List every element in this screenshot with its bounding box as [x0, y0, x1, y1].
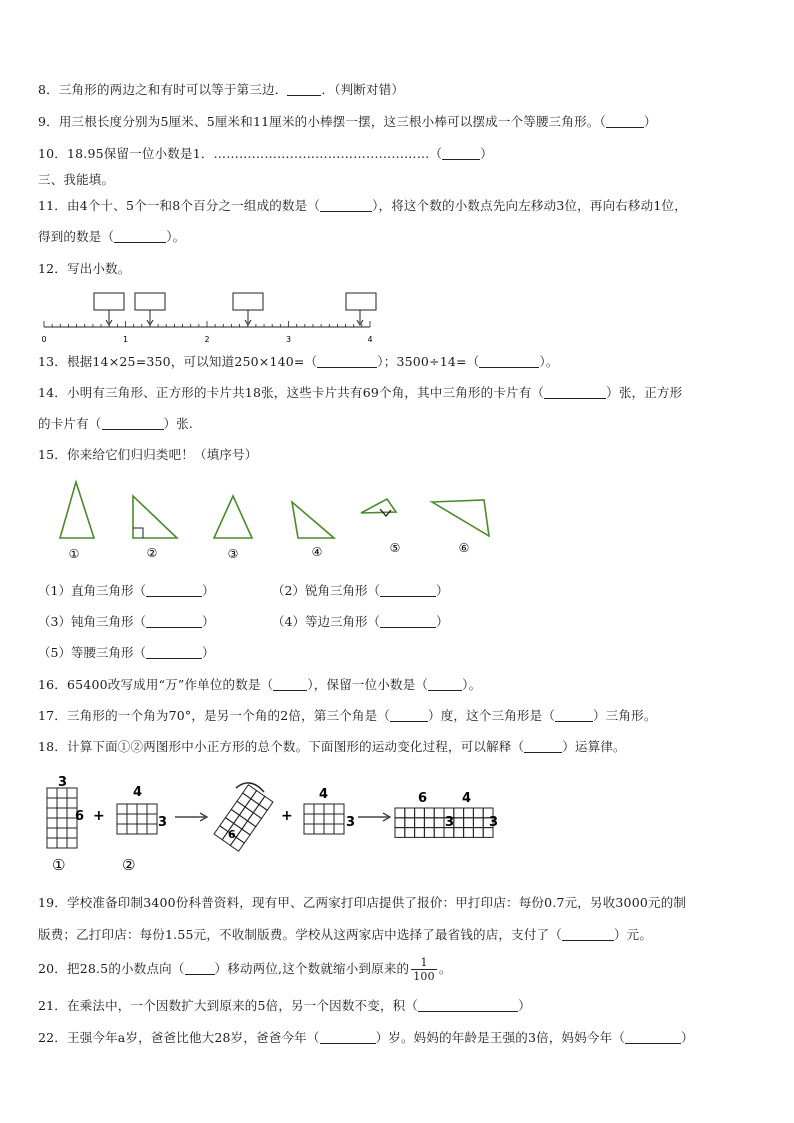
- grid-cell: [47, 798, 57, 808]
- grid-cell: [473, 808, 483, 818]
- answer-blank[interactable]: [544, 386, 606, 399]
- answer-blank[interactable]: [114, 230, 166, 243]
- grid-cell: [47, 788, 57, 798]
- classify-acute: （2）锐角三角形（ ）: [272, 583, 449, 598]
- grid-cell: [67, 838, 77, 848]
- label-6: 6: [75, 809, 85, 824]
- answer-blank[interactable]: [102, 417, 164, 430]
- combined-grid: [395, 808, 493, 837]
- grid-cell: [253, 805, 267, 819]
- grid-cell: [434, 828, 444, 838]
- answer-blank[interactable]: [146, 615, 202, 628]
- answer-blank[interactable]: [390, 709, 428, 722]
- grid-cell: [57, 808, 67, 818]
- grid-figure: [38, 768, 508, 878]
- answer-blank[interactable]: [418, 999, 518, 1012]
- tick-label: 4: [367, 335, 373, 344]
- question-16: 16．65400改写成用“万”作单位的数是（ ），保留一位小数是（ ）。: [38, 677, 482, 692]
- question-13: 13．根据14×25=350，可以知道250×140=（ ）；3500÷14=（ ）。: [38, 354, 559, 369]
- grid-cell: [137, 804, 147, 814]
- label-3: 3: [158, 815, 168, 830]
- grid-cell: [245, 799, 259, 813]
- question-14: 14．小明有三角形、正方形的卡片共18张，这些卡片共有69个角，其中三角形的卡片有（ ）张，正方形: [38, 385, 683, 400]
- answer-blank[interactable]: [317, 355, 377, 368]
- grid-cell: [127, 814, 137, 824]
- answer-blank[interactable]: [380, 615, 436, 628]
- label-3: 3: [58, 775, 68, 790]
- question-19-cont: 版费；乙打印店：每份1.55元，不收制版费。学校从这两家店中选择了最省钱的店，支付了（ ）元。: [38, 927, 653, 942]
- grid-cell: [405, 818, 415, 828]
- question-22: 22．王强今年a岁，爸爸比他大28岁，爸爸今年（ ）岁。妈妈的年龄是王强的3倍，妈妈今年（ ）: [38, 1030, 694, 1045]
- label-6: 6: [228, 828, 236, 841]
- grid-cell: [57, 818, 67, 828]
- grid-cell: [454, 808, 464, 818]
- question-18: 18．计算下面①②两图形中小正方形的总个数。下面图形的运动变化过程，可以解释（ ）运算律。: [38, 739, 626, 754]
- question-17: 17．三角形的一个角为70°，是另一个角的2倍，第三个角是（ ）度，这个三角形是（ ）三角形。: [38, 708, 657, 723]
- question-12: 12．写出小数。: [38, 261, 131, 276]
- triangle-1: [60, 482, 94, 538]
- grid-cell: [324, 804, 334, 814]
- grid-cell: [405, 828, 415, 838]
- answer-blank[interactable]: [380, 584, 436, 597]
- grid-cell: [304, 804, 314, 814]
- plus-sign: +: [281, 808, 293, 824]
- grid-cell: [239, 807, 253, 821]
- answer-blank[interactable]: [428, 678, 462, 691]
- grid-cell: [236, 829, 250, 843]
- grid-cell: [464, 828, 474, 838]
- question-19: 19．学校准备印制3400份科普资料，现有甲、乙两家打印店提供了报价：甲打印店：每份0.7元，另收3000元的制: [38, 895, 687, 910]
- grid-cell: [304, 814, 314, 824]
- label-3: 3: [445, 815, 455, 830]
- label-4: 4: [133, 785, 143, 800]
- label-4: 4: [462, 791, 472, 806]
- section-title: 三、我能填。: [38, 172, 115, 187]
- grid-cell: [415, 808, 425, 818]
- grid-cell: [464, 818, 474, 828]
- grid-cell: [324, 824, 334, 834]
- grid-cell: [47, 828, 57, 838]
- grid-cell: [424, 808, 434, 818]
- answer-blank[interactable]: [606, 115, 644, 128]
- grid-cell: [424, 828, 434, 838]
- grid-cell: [47, 818, 57, 828]
- answer-blank[interactable]: [146, 584, 202, 597]
- grid-cell: [242, 821, 256, 835]
- label-6: 6: [418, 791, 428, 806]
- answer-blank[interactable]: [625, 1031, 681, 1044]
- grid-cell: [57, 798, 67, 808]
- grid-cell: [251, 791, 265, 805]
- label-3: ③: [227, 547, 239, 561]
- grid-cell: [464, 808, 474, 818]
- grid-cell: [137, 814, 147, 824]
- grid-cell: [137, 824, 147, 834]
- question-11-cont: 得到的数是（ ）。: [38, 229, 186, 244]
- label-1: ①: [68, 547, 80, 561]
- grid-cell: [47, 808, 57, 818]
- figure-label-1: ①: [52, 856, 66, 874]
- grid-cell: [434, 818, 444, 828]
- triangle-3: [214, 496, 252, 538]
- label-6: ⑥: [458, 541, 470, 555]
- answer-box[interactable]: [135, 293, 165, 325]
- grid-cell: [237, 793, 251, 807]
- classify-right: （1）直角三角形（ ）: [38, 583, 215, 598]
- grid-cell: [473, 818, 483, 828]
- question-8: 8．三角形的两边之和有时可以等于第三边． ．（判断对错）: [38, 82, 405, 97]
- triangles-figure: [40, 476, 510, 562]
- grid-cell: [259, 796, 273, 810]
- grid-cell: [314, 824, 324, 834]
- answer-blank[interactable]: [185, 962, 215, 975]
- answer-blank[interactable]: [287, 83, 321, 96]
- question-10: 10．18.95保留一位小数是1．……………………………………………（ ）: [38, 146, 493, 161]
- question-9: 9．用三根长度分别为5厘米、5厘米和11厘米的小棒摆一摆，这三根小棒可以摆成一个等腰三角形。（ ）: [38, 114, 657, 129]
- rotated-grid: [214, 785, 273, 851]
- grid-cell: [334, 824, 344, 834]
- grid-cell: [248, 813, 262, 827]
- grid-cell: [415, 828, 425, 838]
- tick-label: 3: [285, 335, 292, 344]
- fraction: $\frac{1}{100}$: [413, 956, 435, 983]
- answer-blank[interactable]: [146, 646, 202, 659]
- grid-cell: [324, 814, 334, 824]
- label-5: ⑤: [389, 541, 401, 555]
- grid-cell: [57, 838, 67, 848]
- classify-isosceles: （5）等腰三角形（ ）: [38, 645, 215, 660]
- grid-cell: [434, 808, 444, 818]
- question-14-cont: 的卡片有（ ）张.: [38, 416, 194, 431]
- tick-label: 1: [122, 335, 129, 344]
- label-4: 4: [319, 787, 329, 802]
- answer-box[interactable]: [346, 293, 376, 325]
- label-3: 3: [346, 815, 356, 830]
- grid-cell: [127, 824, 137, 834]
- grid-cell: [473, 828, 483, 838]
- triangle-4: [292, 502, 334, 538]
- grid-cell: [395, 818, 405, 828]
- grid-cell: [117, 814, 127, 824]
- answer-box[interactable]: [94, 293, 124, 325]
- grid-cell: [395, 808, 405, 818]
- grid-cell: [454, 818, 464, 828]
- grid-4x3: [117, 804, 157, 834]
- grid-cell: [117, 804, 127, 814]
- grid-cell: [231, 801, 245, 815]
- grid-cell: [243, 785, 257, 799]
- question-20: 20．把28.5的小数点向（ ）移动两位,这个数就缩小到原来的 $\frac{1}{100}$ 。: [38, 956, 452, 983]
- label-4: ④: [311, 545, 323, 559]
- grid-cell: [47, 838, 57, 848]
- label-3: 3: [489, 815, 499, 830]
- grid-cell: [395, 828, 405, 838]
- question-11: 11．由4个十、5个一和8个百分之一组成的数是（ ），将这个数的小数点先向左移动3位，再向右移动1位，: [38, 198, 687, 213]
- grid-cell: [225, 809, 239, 823]
- right-angle-mark: [133, 528, 143, 538]
- answer-blank[interactable]: [555, 709, 593, 722]
- triangle-6: [432, 500, 489, 536]
- grid-cell: [424, 818, 434, 828]
- grid-cell: [314, 814, 324, 824]
- question-15: 15．你来给它们归归类吧！（填序号）: [38, 447, 258, 462]
- grid-cell: [57, 828, 67, 838]
- grid-cell: [405, 808, 415, 818]
- grid-cell: [304, 824, 314, 834]
- triangle-2: [133, 496, 177, 538]
- grid-3x6: [47, 788, 77, 848]
- grid-cell: [314, 804, 324, 814]
- answer-blank[interactable]: [562, 928, 614, 941]
- grid-4x3-second: [304, 804, 344, 834]
- classify-equilateral: （4）等边三角形（ ）: [272, 614, 449, 629]
- label-2: ②: [146, 546, 158, 560]
- grid-cell: [147, 824, 157, 834]
- grid-cell: [454, 828, 464, 838]
- answer-blank[interactable]: [320, 199, 372, 212]
- grid-cell: [147, 814, 157, 824]
- plus-sign: +: [93, 808, 105, 824]
- grid-cell: [117, 824, 127, 834]
- answer-blank[interactable]: [479, 355, 539, 368]
- grid-cell: [147, 804, 157, 814]
- rotation-arrow: [236, 783, 264, 792]
- tick-label: 0: [41, 335, 47, 344]
- answer-blank[interactable]: [320, 1031, 376, 1044]
- grid-cell: [234, 815, 248, 829]
- number-line-figure: [38, 290, 378, 346]
- grid-cell: [334, 804, 344, 814]
- grid-cell: [334, 814, 344, 824]
- answer-blank[interactable]: [524, 740, 562, 753]
- answer-box[interactable]: [233, 293, 263, 325]
- grid-cell: [67, 798, 77, 808]
- answer-blank[interactable]: [273, 678, 307, 691]
- grid-cell: [67, 828, 77, 838]
- answer-blank[interactable]: [442, 147, 480, 160]
- tick-label: 2: [204, 335, 210, 344]
- question-21: 21．在乘法中，一个因数扩大到原来的5倍，另一个因数不变，积（ ）: [38, 998, 531, 1013]
- classify-obtuse: （3）钝角三角形（ ）: [38, 614, 215, 629]
- grid-cell: [67, 788, 77, 798]
- grid-cell: [214, 826, 228, 840]
- grid-cell: [127, 804, 137, 814]
- grid-cell: [415, 818, 425, 828]
- figure-label-2: ②: [122, 856, 136, 874]
